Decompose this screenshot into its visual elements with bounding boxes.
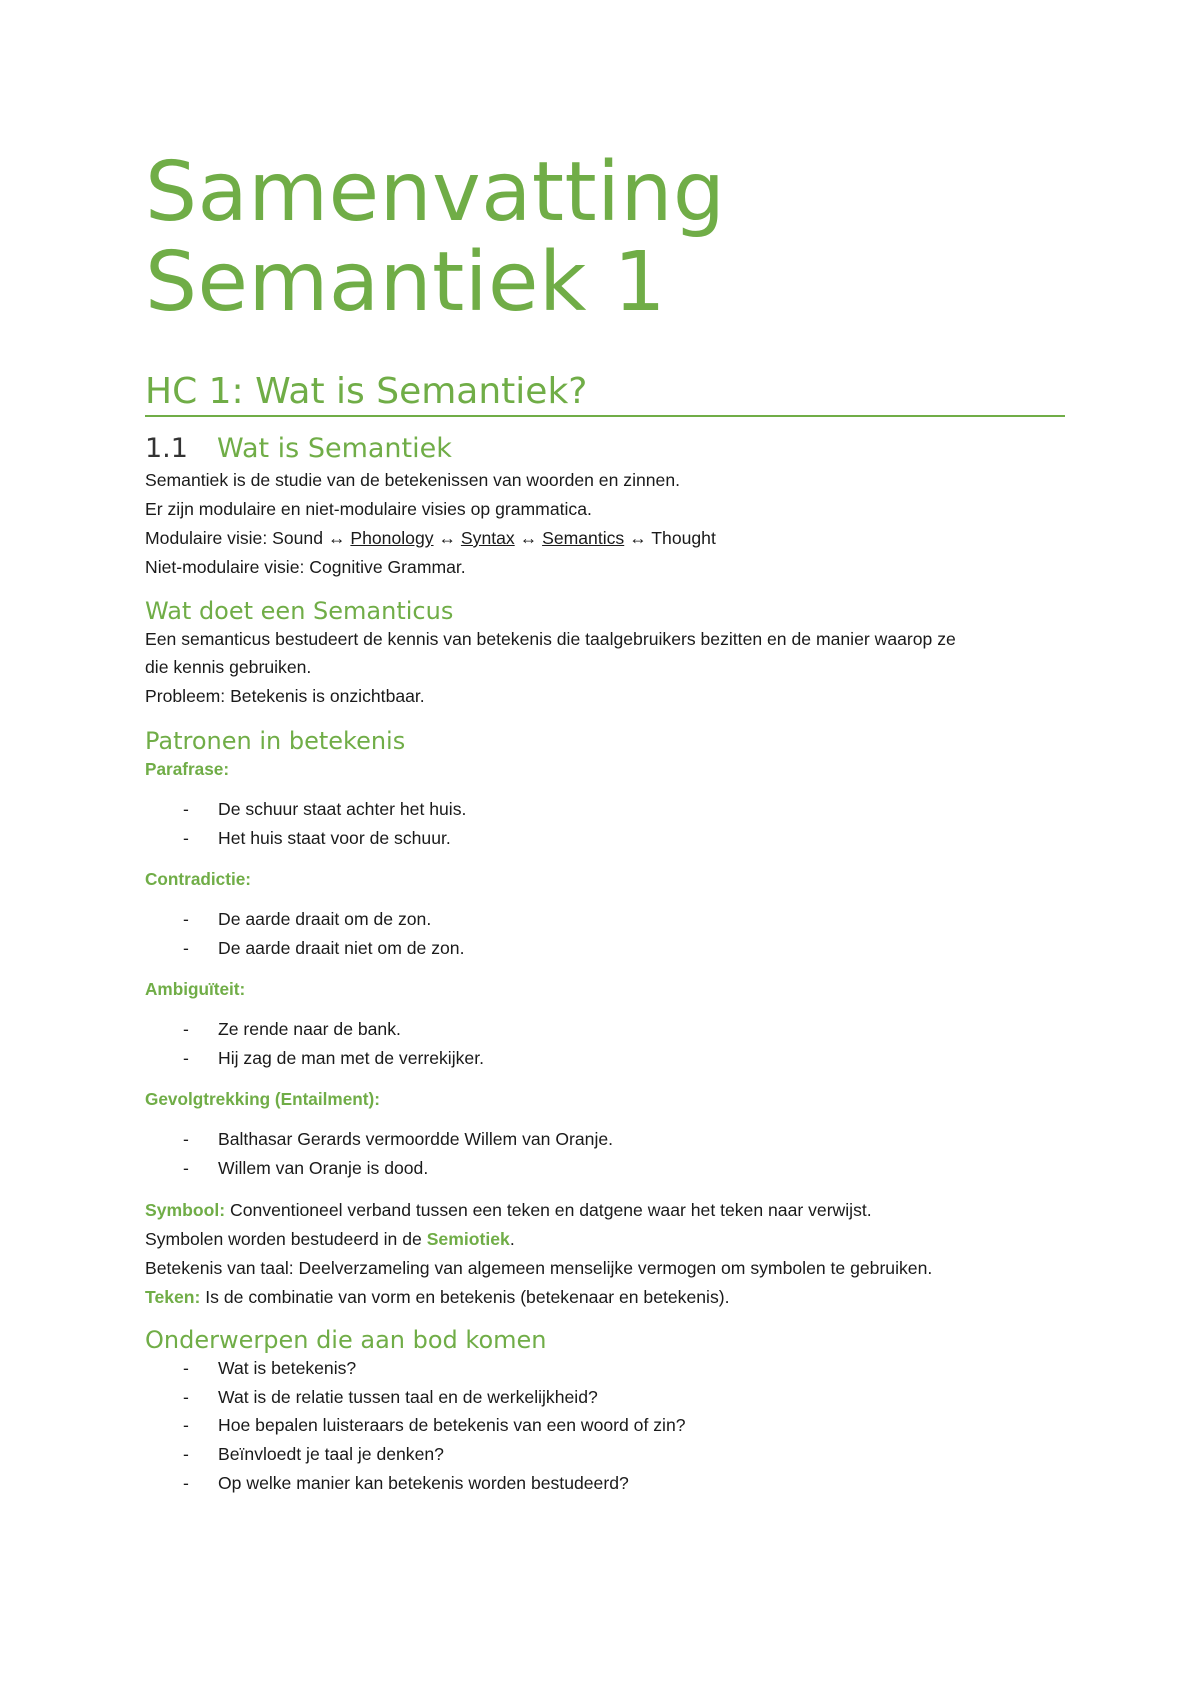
- list-item-text: Hij zag de man met de verrekijker.: [218, 1048, 484, 1068]
- bullet-dash: -: [183, 909, 189, 929]
- list-item-text: De aarde draait om de zon.: [218, 909, 432, 929]
- list-item-text: Het huis staat voor de schuur.: [218, 828, 451, 848]
- bullet-dash: -: [183, 1444, 189, 1464]
- list-item: [183, 908, 431, 930]
- arrow-icon: ↔: [323, 528, 351, 548]
- bullet-dash: -: [183, 1415, 189, 1435]
- label-ambiguiteit: Ambiguïteit:: [145, 979, 246, 999]
- bullet-dash: -: [183, 1358, 189, 1378]
- paragraph-definition: Semantiek is de studie van de betekenissen van woorden en zinnen.: [145, 470, 681, 490]
- list-item: [183, 1047, 484, 1069]
- label-gevolgtrekking: Gevolgtrekking (Entailment):: [145, 1089, 380, 1109]
- modular-prefix: Modulaire visie: Sound: [145, 528, 323, 548]
- paragraph-betekenis-taal: Betekenis van taal: Deelverzameling van algemeen menselijke vermogen om symbolen te gebruiken.: [145, 1258, 933, 1278]
- term-phonology: Phonology: [350, 528, 434, 548]
- heading-onderwerpen: Onderwerpen die aan bod komen: [145, 1326, 547, 1354]
- list-item-text: Willem van Oranje is dood.: [218, 1158, 429, 1178]
- symbolen-text: Symbolen worden bestudeerd in de: [145, 1229, 427, 1249]
- term-semantics: Semantics: [542, 528, 625, 548]
- symbool-text: Conventioneel verband tussen een teken en datgene waar het teken naar verwijst.: [225, 1200, 872, 1220]
- section-title: Wat is Semantiek: [217, 433, 452, 464]
- list-item-text: Op welke manier kan betekenis worden bestudeerd?: [218, 1473, 629, 1493]
- list-item: [183, 1357, 356, 1379]
- heading-semanticus: Wat doet een Semanticus: [145, 597, 454, 625]
- list-item: [183, 1157, 428, 1179]
- list-item: [183, 827, 451, 849]
- paragraph-semanticus-2: die kennis gebruiken.: [145, 657, 312, 677]
- list-item-text: De schuur staat achter het huis.: [218, 799, 467, 819]
- paragraph-symbolen: [145, 1228, 515, 1250]
- heading-patronen: Patronen in betekenis: [145, 727, 406, 755]
- bullet-dash: -: [183, 1158, 189, 1178]
- arrow-icon: ↔: [433, 528, 461, 548]
- paragraph-visies: Er zijn modulaire en niet-modulaire visies op grammatica.: [145, 499, 592, 519]
- bullet-dash: -: [183, 1048, 189, 1068]
- term-syntax: Syntax: [460, 528, 515, 548]
- paragraph-niet-modulaire: Niet-modulaire visie: Cognitive Grammar.: [145, 557, 466, 577]
- heading-section-1-1: [145, 432, 452, 466]
- list-item: [183, 1128, 613, 1150]
- paragraph-probleem: Probleem: Betekenis is onzichtbaar.: [145, 686, 425, 706]
- bullet-dash: -: [183, 1019, 189, 1039]
- list-item-text: Wat is betekenis?: [218, 1358, 357, 1378]
- bullet-dash: -: [183, 938, 189, 958]
- term-semiotiek: Semiotiek: [426, 1229, 510, 1249]
- bullet-dash: -: [183, 1387, 189, 1407]
- arrow-icon: ↔: [624, 528, 652, 548]
- document-title: [145, 145, 726, 330]
- bullet-dash: -: [183, 828, 189, 848]
- list-item-text: Beïnvloedt je taal je denken?: [218, 1444, 444, 1464]
- paragraph-modulaire-visie: [145, 527, 716, 549]
- paragraph-teken: [145, 1286, 730, 1308]
- arrow-icon: ↔: [514, 528, 543, 548]
- bullet-dash: -: [183, 1129, 189, 1149]
- term-symbool: Symbool:: [145, 1200, 226, 1220]
- bullet-dash: -: [183, 1473, 189, 1493]
- paragraph-symbool: [145, 1199, 872, 1221]
- paragraph-semanticus-1: Een semanticus bestudeert de kennis van betekenis die taalgebruikers bezitten en de manier waarop ze: [145, 629, 956, 649]
- section-number: 1.1: [145, 433, 188, 464]
- term-teken: Teken:: [145, 1287, 201, 1307]
- list-item: [183, 1414, 686, 1436]
- label-contradictie: Contradictie:: [145, 869, 251, 889]
- list-item-text: Wat is de relatie tussen taal en de werkelijkheid?: [218, 1387, 598, 1407]
- list-item: [183, 1472, 629, 1494]
- teken-text: Is de combinatie van vorm en betekenis (betekenaar en betekenis).: [200, 1287, 730, 1307]
- list-item-text: Hoe bepalen luisteraars de betekenis van een woord of zin?: [218, 1415, 686, 1435]
- list-item-text: Ze rende naar de bank.: [218, 1019, 401, 1039]
- list-item-text: Balthasar Gerards vermoordde Willem van Oranje.: [218, 1129, 614, 1149]
- title-line-2: Semantiek 1: [145, 235, 667, 330]
- symbolen-end: .: [509, 1229, 515, 1249]
- label-parafrase: Parafrase:: [145, 759, 230, 779]
- list-item: [183, 798, 466, 820]
- bullet-dash: -: [183, 799, 189, 819]
- term-thought: Thought: [651, 528, 716, 548]
- list-item-text: De aarde draait niet om de zon.: [218, 938, 465, 958]
- list-item: [183, 1018, 401, 1040]
- list-item: [183, 937, 464, 959]
- heading-hc1: HC 1: Wat is Semantiek?: [145, 370, 1065, 417]
- list-item: [183, 1443, 444, 1465]
- title-line-1: Samenvatting: [145, 145, 726, 240]
- list-item: [183, 1386, 598, 1408]
